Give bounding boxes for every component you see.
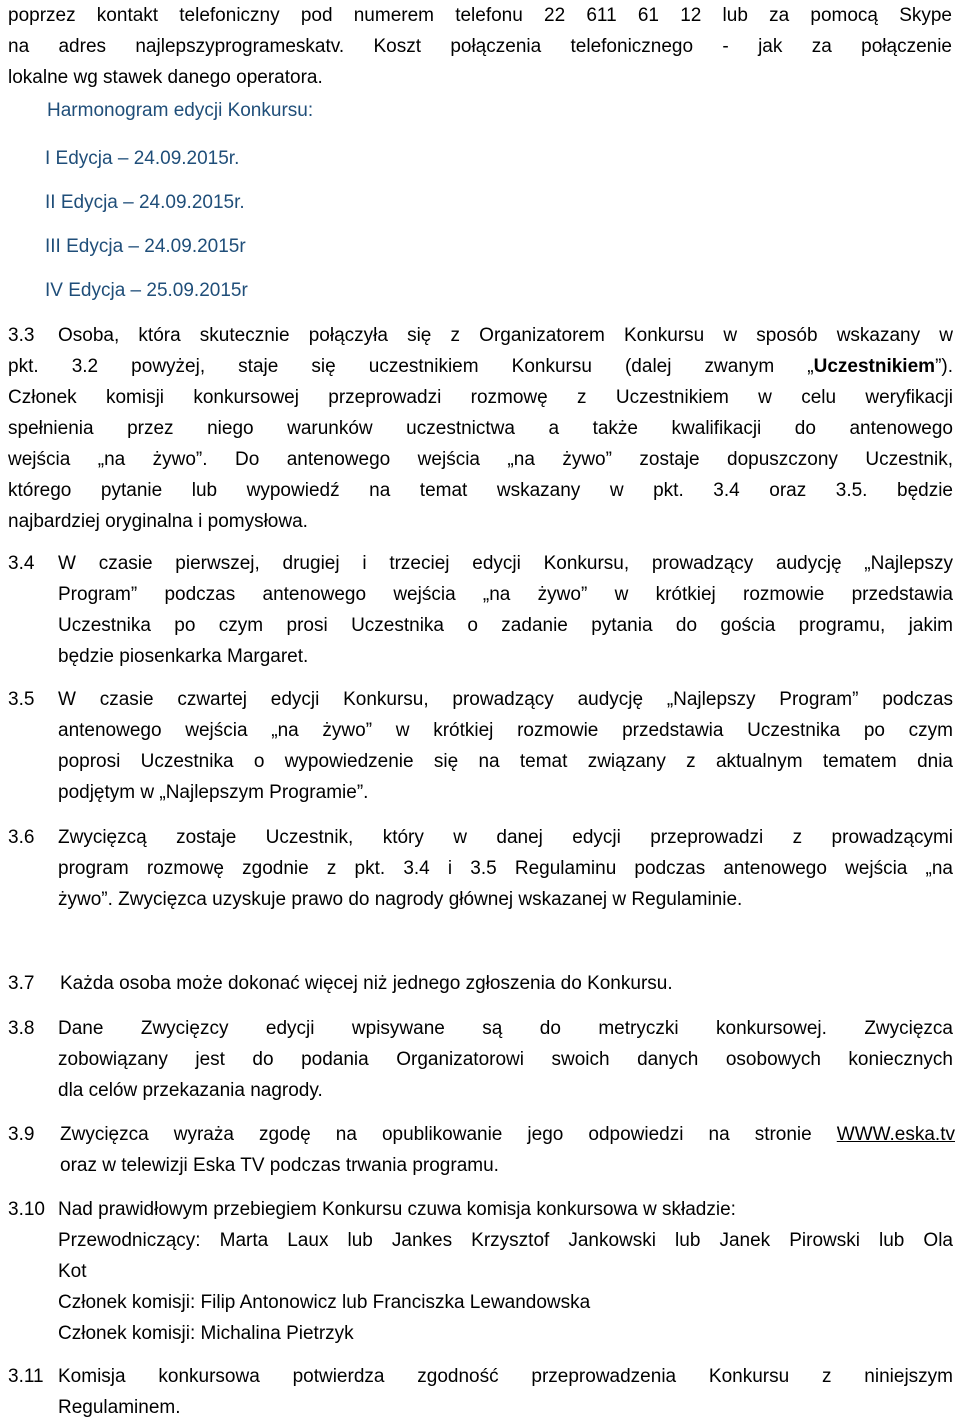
- clause-line: Osoba, która skutecznie połączyła się z Organizatorem Konkursu w sposób wskazany w: [58, 325, 953, 346]
- clause-line: [8, 351, 953, 382]
- clause-body: [60, 1119, 955, 1181]
- defined-term: Uczestnikiem: [813, 356, 936, 377]
- schedule-title: Harmonogram edycji Konkursu:: [47, 100, 314, 121]
- clause-number: 3.7: [8, 973, 35, 994]
- clause-body: [58, 684, 953, 808]
- clause-number: 3.5: [8, 689, 35, 710]
- clause-line: dla celów przekazania nagrody.: [58, 1080, 323, 1101]
- website-link[interactable]: WWW.eska.tv: [836, 1124, 955, 1145]
- clause-line: program rozmowę zgodnie z pkt. 3.4 i 3.5 Regulaminu podczas antenowego wejścia „na: [58, 858, 953, 879]
- intro-line: na adres najlepszyprogrameskatv. Koszt połączenia telefonicznego - jak za połączenie: [8, 36, 952, 57]
- clause-number: 3.10: [8, 1199, 45, 1220]
- intro-line: lokalne wg stawek danego operatora.: [8, 67, 323, 88]
- clause-line: wejścia „na żywo”. Do antenowego wejścia „na żywo” zostaje dopuszczony Uczestnik,: [8, 449, 953, 470]
- clause-line: Uczestnika po czym prosi Uczestnika o zadanie pytania do gościa programu, jakim: [58, 615, 953, 636]
- clause-line: spełnienia przez niego warunków uczestnictwa a także kwalifikacji do antenowego: [8, 418, 953, 439]
- clause-line: oraz w telewizji Eska TV podczas trwania programu.: [60, 1155, 499, 1176]
- schedule-row: III Edycja – 24.09.2015r: [45, 236, 246, 257]
- clause-body: [58, 1194, 953, 1349]
- clause-line: Zwycięzcą zostaje Uczestnik, który w danej edycji przeprowadzi z prowadzącymi: [58, 827, 953, 848]
- clause-body: [58, 1361, 953, 1423]
- clause-text: pkt. 3.2 powyżej, staje się uczestnikiem Konkursu (dalej zwanym „: [8, 356, 814, 377]
- clause-number: 3.9: [8, 1124, 35, 1145]
- clause-number: 3.8: [8, 1018, 35, 1039]
- clause-body: [58, 822, 953, 915]
- clause-line: W czasie pierwszej, drugiej i trzeciej edycji Konkursu, prowadzący audycję „Najlepszy: [58, 553, 953, 574]
- clause-body: [60, 968, 955, 999]
- clause-line: będzie piosenkarka Margaret.: [58, 646, 309, 667]
- intro-paragraph: [8, 0, 952, 93]
- clause-line: podjętym w „Najlepszym Programie”.: [58, 782, 369, 803]
- clause-line: antenowego wejścia „na żywo” w krótkiej rozmowie przedstawia Uczestnika po czym: [58, 720, 953, 741]
- clause-line: Członek komisji: Filip Antonowicz lub Franciszka Lewandowska: [58, 1292, 591, 1313]
- clause-body: [58, 548, 953, 672]
- clause-line: zobowiązany jest do podania Organizatorowi swoich danych osobowych koniecznych: [58, 1049, 953, 1070]
- clause-line: żywo”. Zwycięzca uzyskuje prawo do nagrody głównej wskazanej w Regulaminie.: [58, 889, 743, 910]
- clause-number: 3.3: [8, 325, 35, 346]
- clause-line: Członek komisji: Michalina Pietrzyk: [58, 1323, 354, 1344]
- intro-line: poprzez kontakt telefoniczny pod numerem telefonu 22 611 61 12 lub za pomocą Skype: [8, 5, 952, 26]
- clause-line: Nad prawidłowym przebiegiem Konkursu czuwa komisja konkursowa w składzie:: [58, 1199, 736, 1220]
- schedule-row: IV Edycja – 25.09.2015r: [45, 280, 248, 301]
- clause-line: Dane Zwycięzcy edycji wpisywane są do metryczki konkursowej. Zwycięzca: [58, 1018, 953, 1039]
- clause-line: Regulaminem.: [58, 1397, 181, 1418]
- clause-line: Kot: [58, 1261, 87, 1282]
- clause-body: [58, 1013, 953, 1106]
- clause-line: Program” podczas antenowego wejścia „na żywo” w krótkiej rozmowie przedstawia: [58, 584, 953, 605]
- clause-text: Zwycięzca wyraża zgodę na opublikowanie jego odpowiedzi na stronie: [60, 1124, 837, 1145]
- clause-line: najbardziej oryginalna i pomysłowa.: [8, 511, 308, 532]
- schedule-row: I Edycja – 24.09.2015r.: [45, 148, 240, 169]
- clause-number: 3.11: [8, 1366, 44, 1387]
- schedule-row: II Edycja – 24.09.2015r.: [45, 192, 245, 213]
- clause-line: poprosi Uczestnika o wypowiedzenie się na temat związany z aktualnym tematem dnia: [58, 751, 953, 772]
- clause-line: Przewodniczący: Marta Laux lub Jankes Krzysztof Jankowski lub Janek Pirowski lub Ola: [58, 1230, 953, 1251]
- clause-number: 3.6: [8, 827, 35, 848]
- clause-line: W czasie czwartej edycji Konkursu, prowadzący audycję „Najlepszy Program” podczas: [58, 689, 953, 710]
- clause-line: Każda osoba może dokonać więcej niż jednego zgłoszenia do Konkursu.: [60, 973, 673, 994]
- clause-text: ”).: [935, 356, 953, 377]
- clause-line: Członek komisji konkursowej przeprowadzi rozmowę z Uczestnikiem w celu weryfikacji: [8, 387, 953, 408]
- clause-number: 3.4: [8, 553, 35, 574]
- clause-line: [60, 1119, 955, 1150]
- clause-line: którego pytanie lub wypowiedź na temat wskazany w pkt. 3.4 oraz 3.5. będzie: [8, 480, 953, 501]
- clause-line: Komisja konkursowa potwierdza zgodność przeprowadzenia Konkursu z niniejszym: [58, 1366, 953, 1387]
